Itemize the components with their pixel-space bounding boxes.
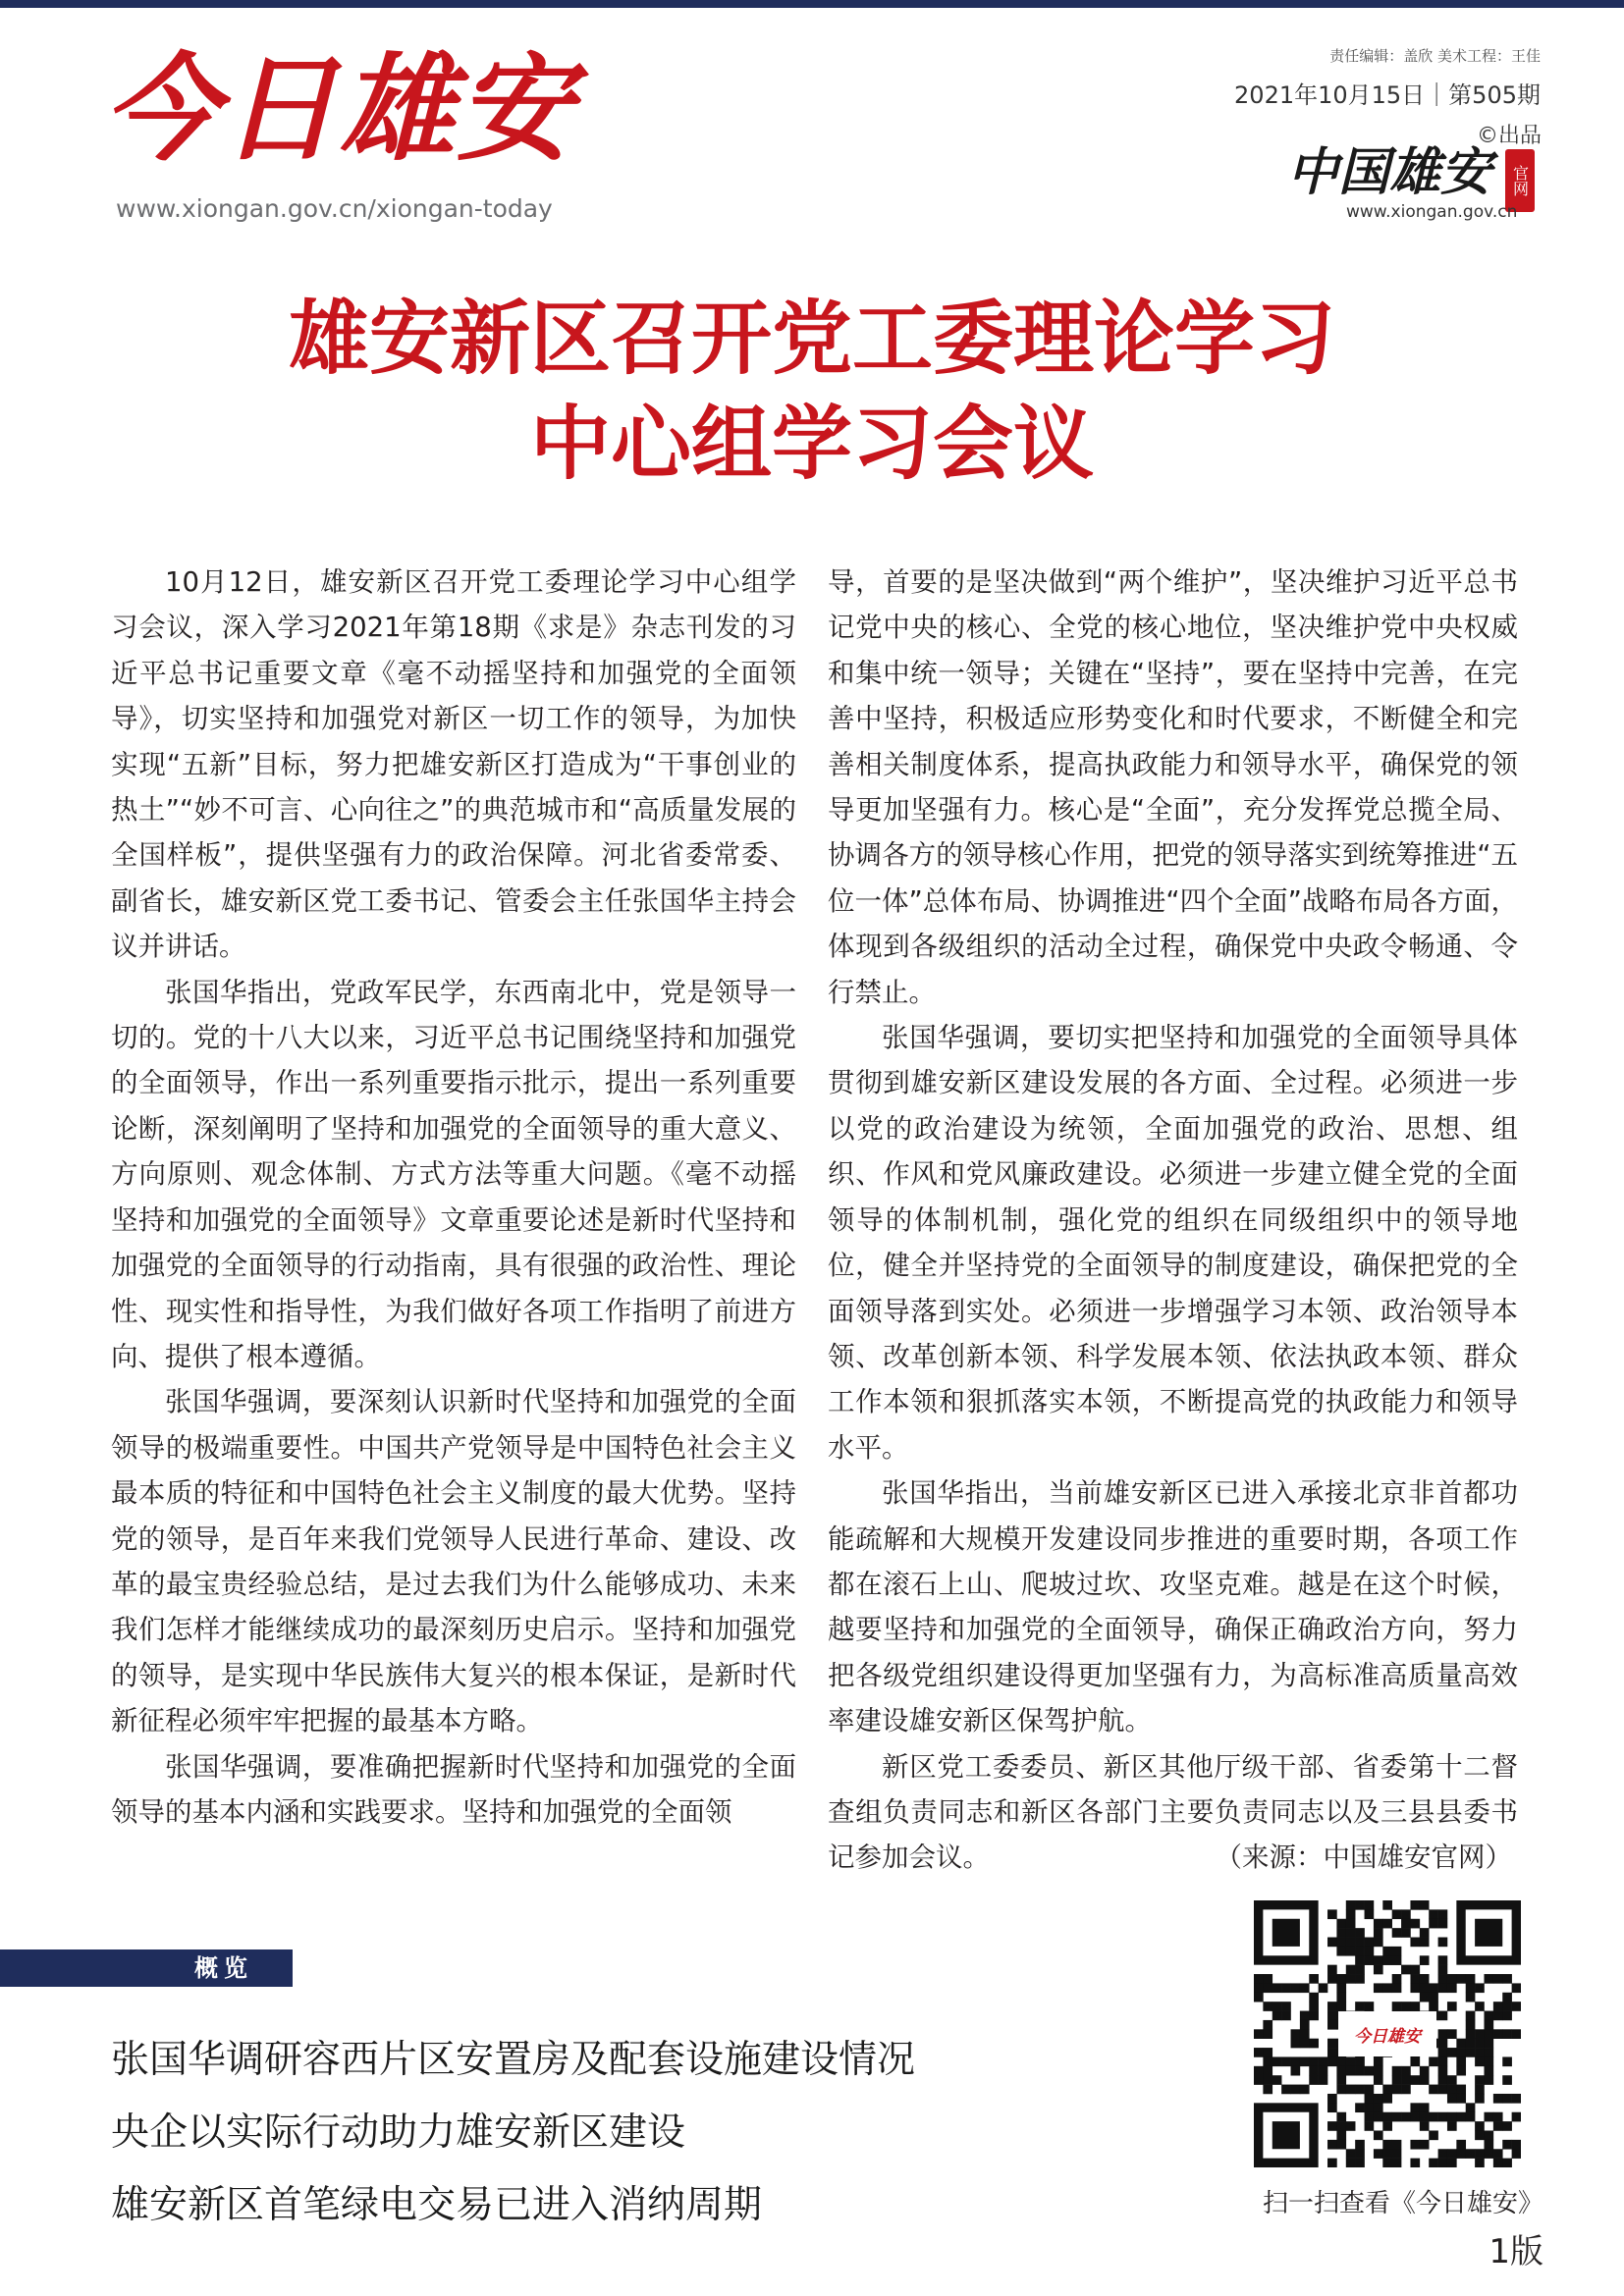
article-source: （来源：中国雄安官网）: [1215, 1842, 1512, 1874]
editor-credit: 责任编辑：盖欣 美术工程：王佳: [1329, 47, 1541, 65]
headline-line-2: 中心组学习会议: [529, 397, 1094, 491]
article-paragraph: 导，首要的是坚决做到“两个维护”，坚决维护习近平总书记党中央的核心、全党的核心地位，坚决维护党中央权威和集中统一领导；关键在“坚持”，要在坚持中完善，在完善中坚持，积极适应形势变化和时代要求，不断健全和完善相关制度体系，提高执政能力和领导水平，确保党的领导更加坚强有力。核心是“全面”，充分发挥党总揽全局、协调各方的领导核心作用，把党的领导落实到统筹推进“五位一体”总体布局、协调推进“四个全面”战略布局各方面，体现到各级组织的活动全过程，确保党中央政令畅通、令行禁止。: [828, 566, 1518, 1008]
page-number: 1版: [1489, 2232, 1543, 2271]
article-paragraph: 10月12日，雄安新区召开党工委理论学习中心组学习会议，深入学习2021年第18期《求是》杂志刊发的习近平总书记重要文章《毫不动摇坚持和加强党的全面领导》，切实坚持和加强党对新区一切工作的领导，为加快实现“五新”目标，努力把雄安新区打造成为“干事创业的热土”“妙不可言、心向往之”的典范城市和“高质量发展的全国样板”，提供坚强有力的政治保障。河北省委常委、副省长，雄安新区党工委书记、管委会主任张国华主持会议并讲话。: [111, 566, 796, 963]
article-column-right: [828, 560, 1518, 1881]
headline: [0, 287, 1624, 497]
overview-item[interactable]: 雄安新区首笔绿电交易已进入消纳周期: [111, 2183, 763, 2227]
overview-item[interactable]: 央企以实际行动助力雄安新区建设: [111, 2110, 686, 2155]
publisher-url[interactable]: www.xiongan.gov.cn: [1346, 202, 1518, 222]
publisher-logo[interactable]: [1287, 142, 1541, 226]
issue-date: 2021年10月15日｜第505期: [1234, 81, 1541, 109]
article-paragraph: 张国华强调，要准确把握新时代坚持和加强党的全面领导的基本内涵和实践要求。坚持和加强党的全面领: [111, 1750, 796, 1828]
overview-list: [111, 2024, 915, 2242]
qr-code[interactable]: [1254, 1900, 1521, 2167]
masthead-url[interactable]: www.xiongan.gov.cn/xiongan-today: [116, 194, 553, 223]
overview-header: [0, 1949, 293, 1987]
article-paragraph: 张国华指出，党政军民学，东西南北中，党是领导一切的。党的十八大以来，习近平总书记围绕坚持和加强党的全面领导，作出一系列重要指示批示，提出一系列重要论断，深刻阐明了坚持和加强党的全面领导的重大意义、方向原则、观念体制、方式方法等重大问题。《毫不动摇坚持和加强党的全面领导》文章重要论述是新时代坚持和加强党的全面领导的行动指南，具有很强的政治性、理论性、现实性和指导性，为我们做好各项工作指明了前进方向、提供了根本遵循。: [111, 976, 796, 1372]
official-seal: 官网: [1505, 149, 1535, 212]
overview-item[interactable]: 张国华调研容西片区安置房及配套设施建设情况: [111, 2038, 916, 2082]
article-column-left: [111, 560, 796, 1835]
qr-center-logo: [1338, 2011, 1436, 2056]
qr-caption: 扫一扫查看《今日雄安》: [1262, 2189, 1543, 2218]
article-paragraph: 张国华指出，当前雄安新区已进入承接北京非首都功能疏解和大规模开发建设同步推进的重要时期，各项工作都在滚石上山、爬坡过坎、攻坚克难。越是在这个时候，越要坚持和加强党的全面领导，确保正确政治方向，努力把各级党组织建设得更加坚强有力，为高标准高质量高效率建设雄安新区保驾护航。: [828, 1477, 1518, 1737]
issue-meta: [1234, 45, 1541, 110]
overview-label: 概览: [194, 1954, 253, 1982]
article-paragraph: 张国华强调，要切实把坚持和加强党的全面领导具体贯彻到雄安新区建设发展的各方面、全过程。必须进一步以党的政治建设为统领，全面加强党的政治、思想、组织、作风和党风廉政建设。必须进一步建立健全党的全面领导的体制机制，强化党的组织在同级组织中的领导地位，健全并坚持党的全面领导的制度建设，确保把党的全面领导落到实处。必须进一步增强学习本领、政治领导本领、改革创新本领、科学发展本领、依法执政本领、群众工作本领和狠抓落实本领，不断提高党的执政能力和领导水平。: [828, 1022, 1518, 1464]
qr-center-label: 今日雄安: [1354, 2026, 1421, 2047]
publisher-name: 中国雄安: [1287, 142, 1492, 202]
article-paragraph: 新区党工委委员、新区其他厅级干部、省委第十二督查组负责同志和新区各部门主要负责同志以及三县县委书记参加会议。: [828, 1750, 1518, 1874]
publisher-credit: ©出品: [1476, 124, 1542, 148]
masthead-logo: 今日雄安: [103, 40, 575, 177]
top-rule: [0, 0, 1624, 8]
article-paragraph: 张国华强调，要深刻认识新时代坚持和加强党的全面领导的极端重要性。中国共产党领导是中国特色社会主义最本质的特征和中国特色社会主义制度的最大优势。坚持党的领导，是百年来我们党领导人民进行革命、建设、改革的最宝贵经验总结，是过去我们为什么能够成功、未来我们怎样才能继续成功的最深刻历史启示。坚持和加强党的领导，是实现中华民族伟大复兴的根本保证，是新时代新征程必须牢牢把握的最基本方略。: [111, 1386, 796, 1737]
headline-line-1: 雄安新区召开党工委理论学习: [288, 292, 1335, 386]
